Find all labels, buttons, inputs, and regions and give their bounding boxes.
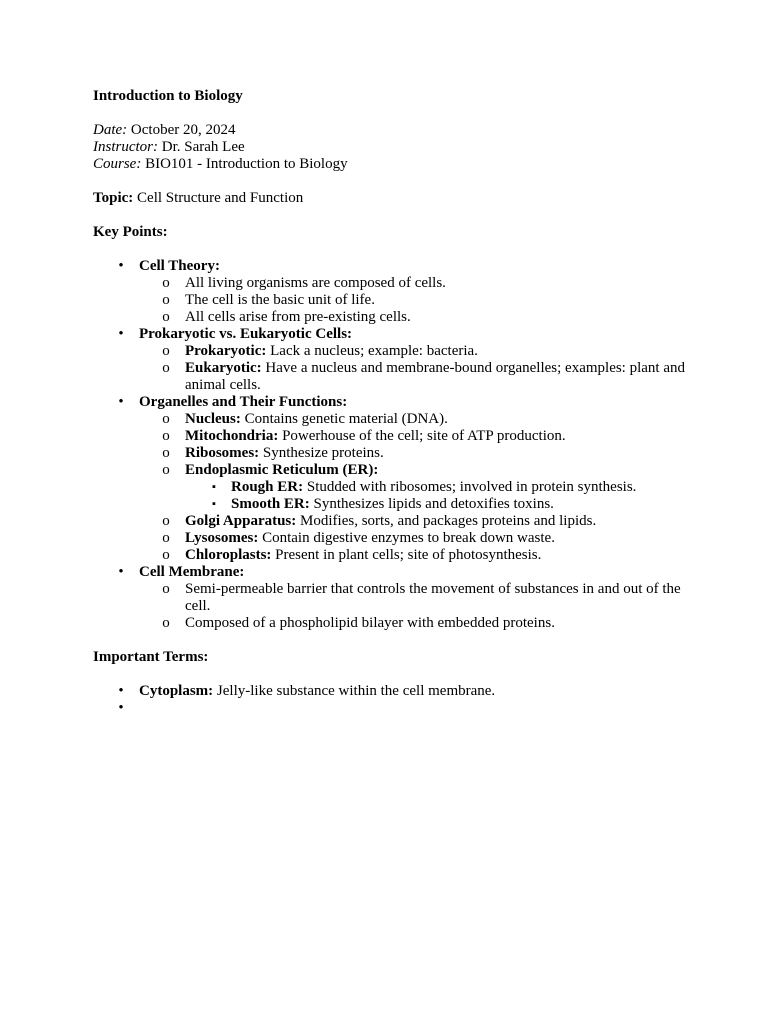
list-item: o Prokaryotic: Lack a nucleus; example: bacteria. bbox=[162, 343, 478, 359]
bullet-disc-icon: • bbox=[118, 700, 124, 716]
bullet-circle-icon: o bbox=[162, 428, 170, 444]
bullet-circle-icon: o bbox=[162, 615, 170, 631]
organelles-label: Organelles and Their Functions: bbox=[139, 394, 348, 410]
cell-membrane-label: Cell Membrane: bbox=[139, 564, 245, 580]
list-item: o Nucleus: Contains genetic material (DNA). bbox=[162, 411, 448, 427]
bullet-disc-icon: • bbox=[118, 394, 124, 410]
list-item: ▪ Rough ER: Studded with ribosomes; involved in protein synthesis. bbox=[231, 479, 693, 496]
list-item-pro-euk bbox=[118, 326, 693, 394]
bullet-disc-icon: • bbox=[118, 258, 124, 274]
bullet-circle-icon: o bbox=[162, 530, 170, 546]
bullet-circle-icon: o bbox=[162, 547, 170, 563]
bullet-circle-icon: o bbox=[162, 445, 170, 461]
organelles-sublist bbox=[162, 411, 693, 564]
list-item: o Endoplasmic Reticulum (ER): ▪ Rough ER: Studded with ribosomes; involved in protein synthesis. ▪ Smooth ER: Synthesizes lipids and detoxifies toxins. bbox=[185, 462, 693, 513]
cell-theory-label: Cell Theory: bbox=[139, 258, 220, 274]
topic-value: Cell Structure and Function bbox=[133, 190, 304, 206]
pro-euk-sublist bbox=[162, 343, 693, 394]
important-terms-heading: Important Terms: bbox=[93, 649, 209, 665]
topic-line bbox=[93, 190, 693, 207]
bullet-disc-icon: • bbox=[118, 326, 124, 342]
list-item: o Ribosomes: Synthesize proteins. bbox=[162, 445, 384, 461]
bullet-circle-icon: o bbox=[162, 360, 170, 376]
course-line bbox=[93, 156, 693, 173]
date-label: Date: bbox=[93, 122, 128, 138]
cell-membrane-sublist bbox=[162, 581, 693, 632]
list-item: ▪ Smooth ER: Synthesizes lipids and detoxifies toxins. bbox=[231, 496, 693, 513]
date-value: October 20, 2024 bbox=[127, 122, 236, 138]
bullet-circle-icon: o bbox=[162, 309, 170, 325]
important-terms-list bbox=[118, 683, 693, 717]
bullet-square-icon: ▪ bbox=[212, 498, 216, 510]
course-label: Course: bbox=[93, 156, 142, 172]
course-value: BIO101 - Introduction to Biology bbox=[141, 156, 348, 172]
bullet-circle-icon: o bbox=[162, 462, 170, 478]
bullet-circle-icon: o bbox=[162, 581, 170, 597]
bullet-square-icon: ▪ bbox=[212, 481, 216, 493]
list-item-cell-membrane bbox=[118, 564, 693, 632]
list-item-cell-theory bbox=[118, 258, 693, 326]
bullet-circle-icon: o bbox=[162, 343, 170, 359]
er-sublist bbox=[212, 479, 693, 513]
instructor-value: Dr. Sarah Lee bbox=[158, 139, 245, 155]
list-item: o Golgi Apparatus: Modifies, sorts, and packages proteins and lipids. bbox=[162, 513, 597, 529]
list-item-cytoplasm: • Cytoplasm: Jelly-like substance within the cell membrane. bbox=[139, 683, 693, 700]
bullet-disc-icon: • bbox=[118, 683, 124, 699]
key-points-heading: Key Points: bbox=[93, 224, 168, 240]
bullet-circle-icon: o bbox=[162, 411, 170, 427]
bullet-circle-icon: o bbox=[162, 275, 170, 291]
list-item: o Semi-permeable barrier that controls the movement of substances in and out of the cell. bbox=[162, 581, 681, 614]
list-item-empty bbox=[118, 700, 693, 717]
list-item: o Lysosomes: Contain digestive enzymes to break down waste. bbox=[162, 530, 555, 546]
list-item: o Chloroplasts: Present in plant cells; site of photosynthesis. bbox=[162, 547, 542, 563]
topic-label: Topic: bbox=[93, 190, 134, 206]
list-item: o Eukaryotic: Have a nucleus and membrane-bound organelles; examples: plant and animal cells. bbox=[162, 360, 686, 393]
list-item-organelles bbox=[118, 394, 693, 564]
instructor-label: Instructor: bbox=[93, 139, 158, 155]
document-title: Introduction to Biology bbox=[93, 88, 243, 104]
list-item: o The cell is the basic unit of life. bbox=[162, 292, 375, 308]
list-item: o Mitochondria: Powerhouse of the cell; site of ATP production. bbox=[162, 428, 566, 444]
list-item: o Composed of a phospholipid bilayer with embedded proteins. bbox=[162, 615, 555, 631]
bullet-circle-icon: o bbox=[162, 513, 170, 529]
pro-euk-label: Prokaryotic vs. Eukaryotic Cells: bbox=[139, 326, 353, 342]
key-points-list bbox=[118, 258, 693, 632]
bullet-circle-icon: o bbox=[162, 292, 170, 308]
document-page bbox=[93, 88, 693, 717]
cell-theory-sublist bbox=[162, 275, 693, 326]
meta-block bbox=[93, 122, 693, 173]
list-item: o All cells arise from pre-existing cells. bbox=[162, 309, 411, 325]
bullet-disc-icon: • bbox=[118, 564, 124, 580]
list-item: o All living organisms are composed of cells. bbox=[162, 275, 446, 291]
date-line bbox=[93, 122, 693, 139]
instructor-line bbox=[93, 139, 693, 156]
